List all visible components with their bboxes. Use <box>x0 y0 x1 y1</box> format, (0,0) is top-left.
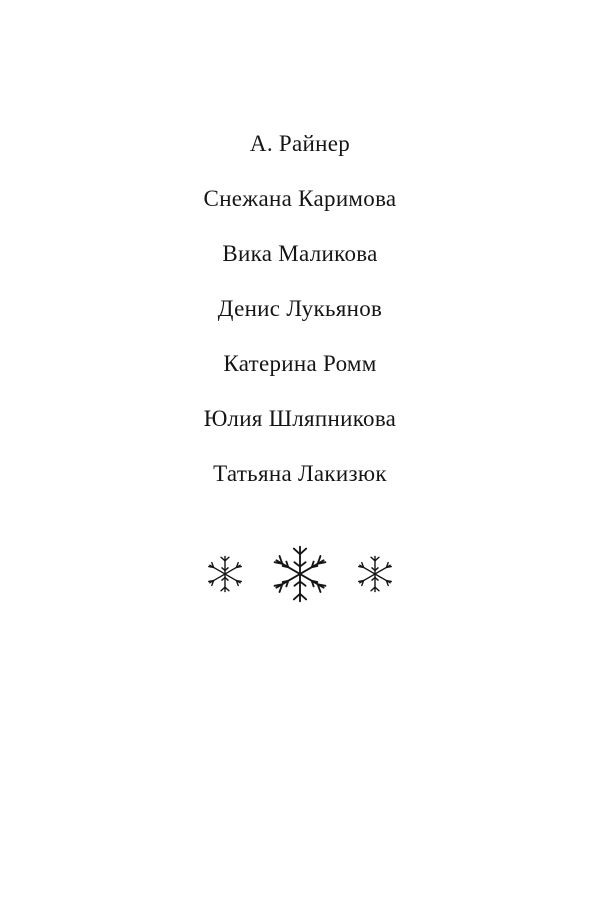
credit-name: Снежана Каримова <box>203 186 397 211</box>
credit-name: А. Райнер <box>249 131 351 156</box>
credit-name: Катерина Ромм <box>223 351 377 376</box>
credit-name: Вика Маликова <box>222 241 378 266</box>
snowflake-icon <box>269 543 331 605</box>
credits-list <box>0 132 600 485</box>
snowflake-icon <box>203 552 247 596</box>
credit-name: Татьяна Лакизюк <box>213 461 387 486</box>
credit-name: Денис Лукьянов <box>217 296 383 321</box>
ornament-divider <box>0 543 600 605</box>
snowflake-icon <box>353 552 397 596</box>
credit-name: Юлия Шляпникова <box>203 406 397 431</box>
